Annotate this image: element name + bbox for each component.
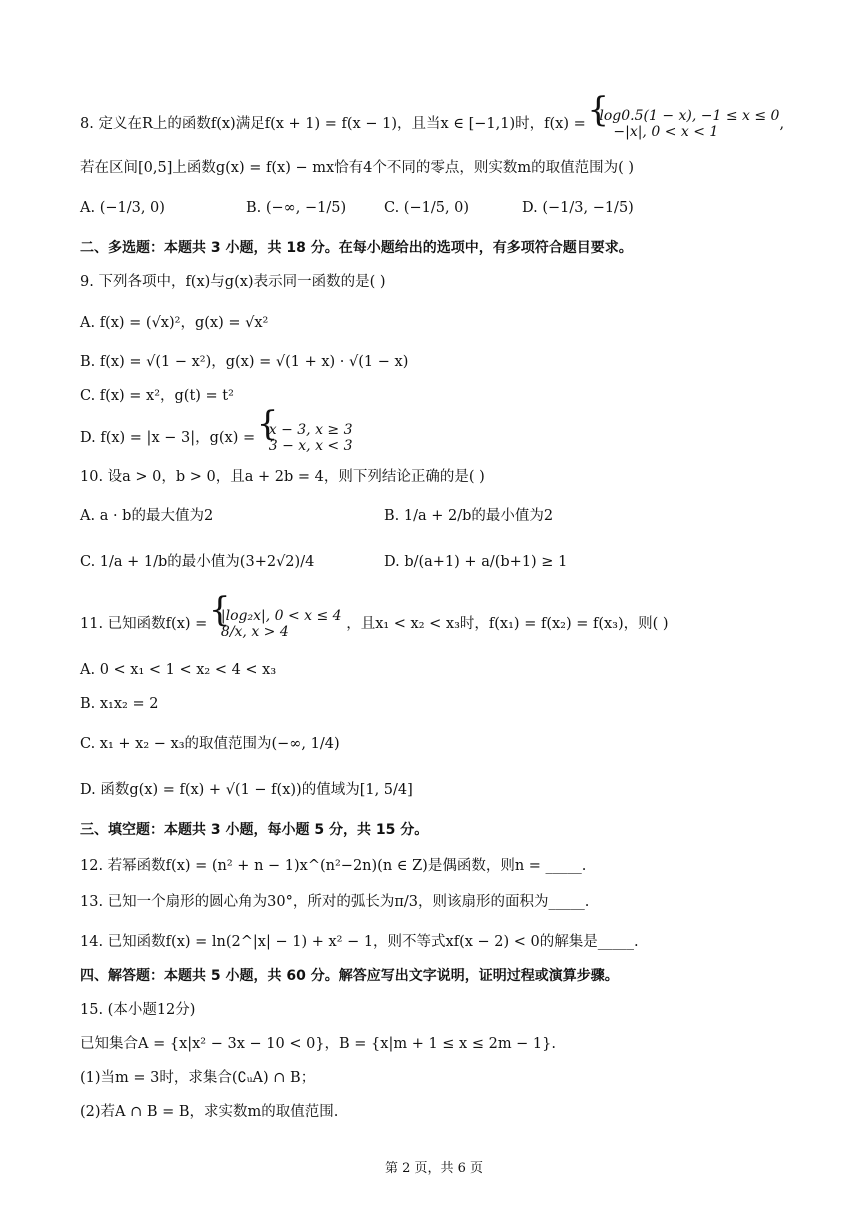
q12-stem: 12. 若幂函数f(x) = (n² + n − 1)x^(n²−2n)(n ∈ Z)是偶函数，则n = _____.: [80, 858, 587, 874]
q8-option-c: C. (−1/5, 0): [384, 200, 470, 216]
q9-stem: 9. 下列各项中，f(x)与g(x)表示同一函数的是( ): [80, 274, 386, 290]
q10-option-b: B. 1/a + 2/b的最小值为2: [384, 508, 554, 524]
q11-option-b: B. x₁x₂ = 2: [80, 696, 159, 712]
q8-option-b: B. (−∞, −1/5): [246, 200, 347, 216]
q9-option-c: C. f(x) = x²，g(t) = t²: [80, 388, 234, 404]
q9-d-piece2: 3 − x, x < 3: [268, 438, 353, 454]
q11-stem: [80, 608, 669, 640]
q11-option-a: A. 0 < x₁ < 1 < x₂ < 4 < x₃: [80, 662, 277, 678]
section3-heading: 三、填空题：本题共 3 小题，每小题 5 分，共 15 分。: [80, 822, 429, 838]
q11-suffix: ，且x₁ < x₂ < x₃时，f(x₁) = f(x₂) = f(x₃)，则( ): [346, 616, 669, 632]
q8-stem-text: 8. 定义在R上的函数f(x)满足f(x + 1) = f(x − 1)，且当x ∈ [−1,1)时，f(x) =: [80, 116, 586, 132]
section2-heading: 二、多选题：本题共 3 小题，共 18 分。在每小题给出的选项中，有多项符合题目要求。: [80, 240, 633, 256]
q9-d-piece1: { x − 3, x ≥ 3: [268, 422, 353, 438]
q8-tail: ,: [779, 116, 785, 132]
q15-part1: (1)当m = 3时，求集合(∁ᵤA) ∩ B；: [80, 1070, 316, 1086]
q11-piece1: { |log₂x|, 0 < x ≤ 4: [220, 608, 342, 624]
q11-prefix: 11. 已知函数f(x) =: [80, 616, 208, 632]
q14-stem: 14. 已知函数f(x) = ln(2^|x| − 1) + x² − 1，则不等式xf(x − 2) < 0的解集是_____.: [80, 934, 639, 950]
q8-piece1: { log0.5(1 − x), −1 ≤ x ≤ 0: [599, 108, 780, 124]
q10-option-a: A. a · b的最大值为2: [80, 508, 214, 524]
q9-option-d: [80, 422, 353, 454]
q9-d-prefix: D. f(x) = |x − 3|，g(x) =: [80, 430, 256, 446]
q8-piece2: −|x|, 0 < x < 1: [613, 124, 719, 140]
q8-stem-line1: [80, 108, 784, 140]
q9-option-b: B. f(x) = √(1 − x²)，g(x) = √(1 + x) · √(1 − x): [80, 354, 409, 370]
q11-piece2: 8/x, x > 4: [220, 624, 289, 640]
q8-piecewise: [590, 108, 779, 140]
q8-stem-line2: 若在区间[0,5]上函数g(x) = f(x) − mx恰有4个不同的零点，则实数m的取值范围为( ): [80, 160, 635, 176]
q15-title: 15. (本小题12分): [80, 1002, 196, 1018]
q8-option-a: A. (−1/3, 0): [80, 200, 165, 216]
q15-part2: (2)若A ∩ B = B，求实数m的取值范围.: [80, 1104, 339, 1120]
q13-stem: 13. 已知一个扇形的圆心角为30°，所对的弧长为π/3，则该扇形的面积为_____.: [80, 894, 590, 910]
section4-heading: 四、解答题：本题共 5 小题，共 60 分。解答应写出文字说明，证明过程或演算步骤。: [80, 968, 619, 984]
q11-piecewise: [212, 608, 342, 640]
q11-option-c: C. x₁ + x₂ − x₃的取值范围为(−∞, 1/4): [80, 736, 340, 752]
q10-option-c: C. 1/a + 1/b的最小值为(3+2√2)/4: [80, 554, 315, 570]
q9-option-a: A. f(x) = (√x)²，g(x) = √x²: [80, 315, 269, 331]
q11-option-d: D. 函数g(x) = f(x) + √(1 − f(x))的值域为[1, 5/4]: [80, 782, 413, 798]
q15-given: 已知集合A = {x|x² − 3x − 10 < 0}，B = {x|m + 1 ≤ x ≤ 2m − 1}.: [80, 1036, 556, 1052]
page-footer: 第 2 页，共 6 页: [384, 1161, 484, 1176]
q9-d-piecewise: [260, 422, 353, 454]
q8-option-d: D. (−1/3, −1/5): [522, 200, 634, 216]
q10-stem: 10. 设a > 0，b > 0，且a + 2b = 4，则下列结论正确的是( ): [80, 469, 485, 485]
q10-option-d: D. b/(a+1) + a/(b+1) ≥ 1: [384, 554, 568, 570]
